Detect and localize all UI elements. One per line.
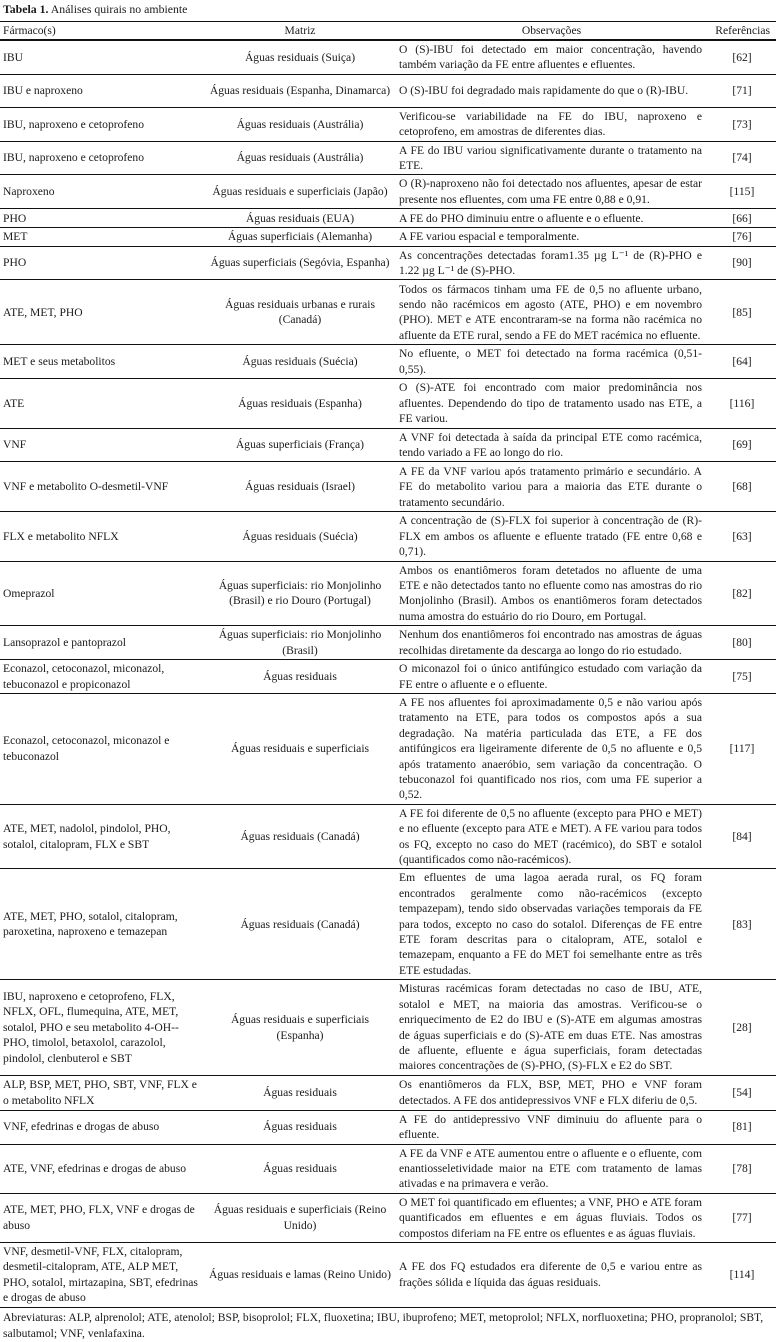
cell-farmaco: PHO bbox=[3, 256, 27, 270]
cell-matriz: Águas residuais (Suiça) bbox=[244, 50, 356, 64]
cell-farmaco: ATE, MET, PHO bbox=[3, 305, 83, 319]
cell-matriz: Águas superficiais (Alemanha) bbox=[227, 230, 373, 244]
cell-observacoes: A FE nos afluentes foi aproximadamente 0,5 e não variou após tratamento na ETE, para todos os compostos após a sua degradação. Na matéria particulada das ETE, a FE dos antifúngicos era ligeiramente diferente de 0,5 no afluente e 0,5 após tratamento anaeróbio, sem variação da concentração. O tebuconazol foi quantificado nos rios, com uma FE superior a 0,52. bbox=[399, 695, 702, 802]
cell-observacoes: O (S)-ATE foi encontrado com maior predominância nos afluentes. Dependendo do tipo de tratamento usado nas ETE, a FE variou. bbox=[399, 381, 702, 426]
table-row bbox=[0, 1110, 776, 1144]
cell-referencia: [83] bbox=[732, 917, 752, 931]
table-row bbox=[0, 141, 776, 175]
cell-farmaco: ATE, VNF, efedrinas e drogas de abuso bbox=[3, 1161, 187, 1175]
cell-farmaco: Naproxeno bbox=[3, 185, 55, 199]
cell-referencia: [116] bbox=[729, 396, 755, 410]
cell-farmaco: ATE bbox=[3, 396, 25, 410]
cell-matriz: Águas residuais (EUA) bbox=[245, 211, 355, 225]
cell-referencia: [82] bbox=[732, 586, 752, 600]
table-row bbox=[0, 1144, 776, 1193]
table-row bbox=[0, 462, 776, 512]
cell-matriz: Águas residuais e superficiais (Reino Unido) bbox=[213, 1203, 387, 1232]
cell-referencia: [114] bbox=[729, 1268, 755, 1282]
cell-farmaco: ALP, BSP, MET, PHO, SBT, VNF, FLX e o metabolito NFLX bbox=[3, 1078, 197, 1107]
cell-observacoes: A FE da VNF e ATE aumentou entre o afluente e o efluente, com enantiosseletividade maior na ETE com tratamento de lamas ativadas e na primavera e verão. bbox=[399, 1146, 702, 1191]
cell-farmaco: FLX e metabolito NFLX bbox=[3, 529, 119, 543]
cell-farmaco: Lansoprazol e pantoprazol bbox=[3, 635, 126, 649]
cell-matriz: Águas residuais e lamas (Reino Unido) bbox=[209, 1268, 391, 1282]
cell-matriz: Águas superficiais (França) bbox=[235, 438, 365, 452]
header-referencias: Referências bbox=[715, 24, 770, 37]
table-row bbox=[0, 246, 776, 280]
cell-matriz: Águas residuais bbox=[263, 1120, 337, 1134]
cell-matriz: Águas residuais urbanas e rurais (Canadá) bbox=[224, 298, 376, 327]
table-row bbox=[0, 869, 776, 980]
cell-matriz: Águas residuais (Suécia) bbox=[242, 355, 358, 369]
cell-observacoes: No efluente, o MET foi detectado na forma racémica (0,51-0,55). bbox=[399, 347, 702, 376]
cell-observacoes: O (S)-IBU foi degradado mais rapidamente do que o (R)-IBU. bbox=[399, 84, 689, 98]
cell-farmaco: Econazol, cetoconazol, miconazol e tebuconazol bbox=[3, 734, 170, 763]
header-observacoes: Observações bbox=[521, 24, 582, 37]
cell-observacoes: Os enantiômeros da FLX, BSP, MET, PHO e VNF foram detectados. A FE dos antidepressivos VNF e FLX diferiu de 0,5. bbox=[399, 1078, 702, 1107]
cell-observacoes: A FE variou espacial e temporalmente. bbox=[399, 230, 580, 244]
cell-matriz: Águas residuais (Espanha) bbox=[238, 396, 362, 410]
cell-matriz: Águas residuais (Canadá) bbox=[240, 917, 360, 931]
cell-observacoes: O MET foi quantificado em efluentes; a VNF, PHO e ATE foram quantificados em efluentes e em águas fluviais. Todos os compostos diferiam na FE entre os efluentes e as águas fluviais. bbox=[399, 1195, 702, 1240]
cell-matriz: Águas residuais bbox=[263, 669, 337, 683]
cell-referencia: [80] bbox=[732, 635, 752, 649]
cell-observacoes: A VNF foi detectada à saída da principal ETE como racémica, tendo variado a FE ao longo do rio. bbox=[399, 430, 702, 459]
cell-observacoes: A FE do antidepressivo VNF diminuiu do afluente para o efluente. bbox=[399, 1112, 702, 1142]
cell-farmaco: MET e seus metabolitos bbox=[3, 355, 116, 369]
cell-matriz: Águas residuais (Austrália) bbox=[236, 151, 364, 165]
table-row bbox=[0, 693, 776, 804]
cell-referencia: [54] bbox=[732, 1086, 752, 1100]
cell-observacoes: Misturas racémicas foram detectadas no caso de IBU, ATE, sotalol e MET, na maioria das amostras. Verificou-se o enriquecimento de E2 do IBU e (S)-ATE em algumas amostras de águas superficiais e do (S)-ATE em duas ETE. Nas amostras de afluente, efluente e água superficiais, foram detectadas maiores concentrações de (S)-PHO, (S)-FLX e E2 do SBT. bbox=[399, 982, 702, 1073]
cell-matriz: Águas residuais bbox=[263, 1161, 337, 1175]
table-row bbox=[0, 209, 776, 228]
table-row bbox=[0, 107, 776, 141]
cell-referencia: [66] bbox=[732, 211, 752, 225]
cell-referencia: [71] bbox=[732, 84, 752, 98]
cell-referencia: [115] bbox=[729, 185, 755, 199]
cell-matriz: Águas superficiais: rio Monjolinho (Brasil) e rio Douro (Portugal) bbox=[218, 578, 382, 608]
table-row bbox=[0, 40, 776, 74]
header-farmaco: Fármaco(s) bbox=[3, 24, 56, 37]
cell-farmaco: PHO bbox=[3, 211, 27, 225]
header-matriz: Matriz bbox=[284, 24, 316, 37]
cell-observacoes: O miconazol foi o único antifúngico estudado com variação da FE entre o afluente e o efluente. bbox=[399, 662, 702, 691]
cell-observacoes: As concentrações detectadas foram1.35 µg L⁻¹ de (R)-PHO e 1.22 µg L⁻¹ de (S)-PHO. bbox=[399, 248, 702, 278]
cell-farmaco: ATE, MET, PHO, sotalol, citalopram, paroxetina, naproxeno e temazepan bbox=[3, 909, 178, 939]
cell-farmaco: IBU, naproxeno e cetoprofeno bbox=[3, 117, 145, 131]
table-row bbox=[0, 1242, 776, 1307]
table-row bbox=[0, 626, 776, 660]
table-body bbox=[0, 40, 776, 1307]
table-row bbox=[0, 379, 776, 428]
table-row bbox=[0, 228, 776, 246]
cell-farmaco: ATE, MET, nadolol, pindolol, PHO, sotalol, citalopram, FLX e SBT bbox=[3, 822, 171, 851]
chiral-analysis-table bbox=[0, 21, 776, 1308]
table-row bbox=[0, 660, 776, 694]
cell-matriz: Águas residuais (Espanha, Dinamarca) bbox=[209, 84, 391, 98]
cell-farmaco: VNF bbox=[3, 438, 27, 452]
table-row bbox=[0, 980, 776, 1075]
table-row bbox=[0, 512, 776, 561]
caption-label: Tabela 1. bbox=[3, 2, 49, 16]
cell-matriz: Águas residuais e superficiais (Espanha) bbox=[230, 1013, 370, 1042]
cell-observacoes: Todos os fármacos tinham uma FE de 0,5 no afluente urbano, sendo não racémicos em agosto (ATE, PHO) e em novembro (PHO). MET e ATE encontraram-se na forma não racémica no afluente da ETE rural, sendo a FE do MET racémica no efluente. bbox=[399, 282, 702, 342]
cell-farmaco: Econazol, cetoconazol, miconazol, tebuconazol e propiconazol bbox=[3, 662, 165, 691]
cell-referencia: [85] bbox=[732, 305, 752, 319]
table-caption bbox=[0, 0, 776, 21]
cell-matriz: Águas residuais (Israel) bbox=[244, 480, 356, 494]
cell-referencia: [77] bbox=[732, 1211, 752, 1225]
caption-title: Análises quirais no ambiente bbox=[50, 2, 188, 16]
table-row bbox=[0, 1075, 776, 1110]
cell-referencia: [68] bbox=[732, 480, 752, 494]
cell-referencia: [69] bbox=[732, 438, 752, 452]
cell-observacoes: A FE do PHO diminuiu entre o afluente e o efluente. bbox=[399, 211, 644, 225]
abbreviations-footnote: Abreviaturas: ALP, alprenolol; ATE, atenolol; BSP, bisoprolol; FLX, fluoxetina; IBU, ibuprofeno; MET, metoprolol; NFLX, norfluoxetina; PHO, propranolol; SBT, salbutamol; VNF, venlafaxina. bbox=[3, 1310, 764, 1340]
cell-matriz: Águas superficiais: rio Monjolinho (Brasil) bbox=[218, 628, 382, 657]
table-row bbox=[0, 428, 776, 462]
cell-referencia: [64] bbox=[732, 355, 752, 369]
cell-referencia: [62] bbox=[732, 50, 752, 64]
cell-referencia: [78] bbox=[732, 1161, 752, 1175]
cell-matriz: Águas residuais e superficiais (Japão) bbox=[212, 185, 388, 199]
cell-referencia: [84] bbox=[732, 829, 752, 843]
cell-matriz: Águas residuais e superficiais bbox=[230, 742, 370, 756]
cell-referencia: [75] bbox=[732, 669, 752, 683]
cell-referencia: [81] bbox=[732, 1120, 752, 1134]
cell-farmaco: IBU, naproxeno e cetoprofeno bbox=[3, 151, 145, 165]
cell-farmaco: VNF e metabolito O-desmetil-VNF bbox=[3, 480, 169, 494]
table-row bbox=[0, 345, 776, 379]
cell-matriz: Águas superficiais (Segóvia, Espanha) bbox=[210, 256, 390, 270]
cell-matriz: Águas residuais (Austrália) bbox=[236, 117, 364, 131]
cell-farmaco: IBU bbox=[3, 50, 23, 64]
cell-referencia: [28] bbox=[732, 1020, 752, 1034]
table-row bbox=[0, 175, 776, 209]
cell-observacoes: A FE foi diferente de 0,5 no afluente (excepto para PHO e MET) e no efluente (excepto para ATE e MET). A FE variou para todos os FQ, excepto no caso do MET (racémico), do SBT e sotalol (quantificados como não-racémicos). bbox=[399, 806, 702, 867]
table-row bbox=[0, 280, 776, 345]
cell-farmaco: MET bbox=[3, 230, 28, 244]
cell-farmaco: IBU, naproxeno e cetoprofeno, FLX, NFLX, OFL, flumequina, ATE, MET, sotalol, PHO e seu metabolito 4-OH--PHO, timolol, betaxolol, carazolol, pindolol, clenbuterol e SBT bbox=[3, 989, 179, 1065]
cell-referencia: [90] bbox=[732, 256, 752, 270]
cell-referencia: [117] bbox=[729, 742, 755, 756]
cell-observacoes: Verificou-se variabilidade na FE do IBU, naproxeno e cetoprofeno, em amostras de diferentes dias. bbox=[399, 109, 702, 139]
cell-observacoes: A FE do IBU variou significativamente durante o tratamento na ETE. bbox=[399, 143, 702, 173]
table-row bbox=[0, 804, 776, 869]
table-row bbox=[0, 1193, 776, 1242]
cell-farmaco: VNF, desmetil-VNF, FLX, citalopram, desmetil-citalopram, ATE, ALP MET, PHO, sotalol, mirtazapina, SBT, efedrinas e drogas de abuso bbox=[3, 1244, 198, 1305]
cell-referencia: [73] bbox=[732, 117, 752, 131]
cell-observacoes: A FE dos FQ estudados era diferente de 0,5 e variou entre as frações sólida e líquida das águas residuais. bbox=[399, 1260, 702, 1289]
table-header-row bbox=[0, 22, 776, 41]
cell-observacoes: Nenhum dos enantiômeros foi encontrado nas amostras de águas recolhidas diretamente da descarga ao longo do rio estudado. bbox=[399, 628, 702, 657]
cell-farmaco: IBU e naproxeno bbox=[3, 84, 83, 98]
table-row bbox=[0, 74, 776, 107]
cell-observacoes: A concentração de (S)-FLX foi superior à concentração de (R)-FLX em ambos os afluente e efluente tratado (FE entre 0,68 e 0,71). bbox=[399, 514, 702, 559]
cell-matriz: Águas residuais (Suécia) bbox=[242, 529, 358, 543]
cell-farmaco: Omeprazol bbox=[3, 586, 55, 600]
cell-observacoes: Ambos os enantiômeros foram detetados no afluente de uma ETE e não detectados tanto no efluente como nas amostras do rio Monjolinho (Brasil). Ambos os enantiômeros foram detectados numa amostra do estuário do rio Douro, em Portugal. bbox=[399, 563, 702, 623]
cell-referencia: [74] bbox=[732, 151, 752, 165]
cell-farmaco: ATE, MET, PHO, FLX, VNF e drogas de abuso bbox=[3, 1203, 195, 1232]
cell-referencia: [76] bbox=[732, 230, 752, 244]
cell-observacoes: A FE da VNF variou após tratamento primário e secundário. A FE do metabolito variou para a maioria das ETE durante o tratamento secundário. bbox=[399, 464, 702, 509]
table-row bbox=[0, 561, 776, 626]
cell-observacoes: O (R)-naproxeno não foi detectado nos afluentes, apesar de estar presente nos efluentes, com uma FE entre 0,88 e 0,91. bbox=[399, 177, 702, 206]
cell-referencia: [63] bbox=[732, 529, 752, 543]
cell-observacoes: O (S)-IBU foi detectado em maior concentração, havendo também variação da FE entre afluentes e efluentes. bbox=[399, 43, 702, 72]
cell-farmaco: VNF, efedrinas e drogas de abuso bbox=[3, 1120, 160, 1134]
cell-observacoes: Em efluentes de uma lagoa aerada rural, os FQ foram encontrados geralmente como não-racémicos (excepto tempazepam), tendo sido observadas variações temporais da FE para todos, excepto no caso do sotalol. Diferenças de FE entre ETE foram descritas para o citalopram, ATE, sotalol e temazepam, enquanto a FE do MET foi semelhante entre as três ETE estudadas. bbox=[399, 871, 702, 977]
cell-matriz: Águas residuais (Canadá) bbox=[240, 829, 360, 843]
cell-matriz: Águas residuais bbox=[263, 1086, 337, 1100]
